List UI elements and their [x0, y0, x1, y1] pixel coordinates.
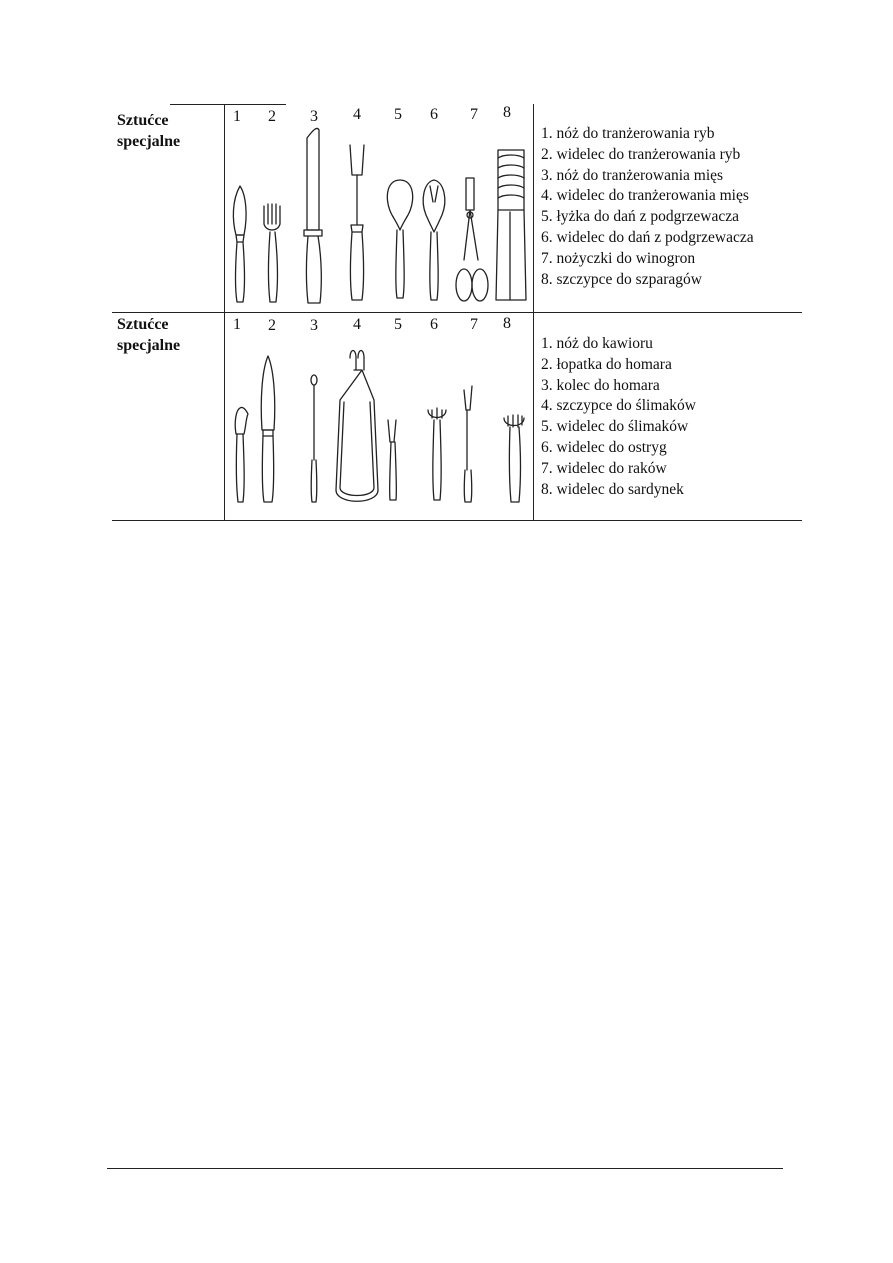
carving-fork-illustration: [350, 145, 364, 300]
row2-category-line1: Sztućce: [117, 316, 169, 333]
row1-number-5: 5: [394, 106, 402, 123]
row1-category-label: [117, 110, 180, 152]
row2-number-6: 6: [430, 316, 438, 333]
row1-item-list: [541, 124, 754, 290]
row2-number-5: 5: [394, 316, 402, 333]
row2-item-4: 4. szczypce do ślimaków: [541, 397, 696, 415]
chafing-fork-illustration: [423, 180, 445, 300]
fish-fork-illustration: [264, 204, 280, 302]
table-col-divider-right: [533, 104, 534, 520]
row1-cutlery-drawings: [228, 120, 528, 310]
row1-item-6: 6. widelec do dań z podgrzewacza: [541, 228, 754, 246]
footer-rule: [107, 1168, 783, 1169]
row2-item-list: [541, 334, 696, 500]
table-col-divider-left: [224, 104, 225, 520]
asparagus-tongs-illustration: [496, 150, 526, 300]
row2-category-line2: specjalne: [117, 337, 181, 354]
row1-number-3: 3: [310, 108, 318, 125]
row1-number-7: 7: [470, 106, 478, 123]
row1-item-4: 4. widelec do tranżerowania mięs: [541, 187, 749, 205]
row2-item-6: 6. widelec do ostryg: [541, 438, 667, 456]
row2-number-8: 8: [503, 315, 511, 332]
row2-item-2: 2. łopatka do homara: [541, 355, 672, 373]
row2-item-5: 5. widelec do ślimaków: [541, 418, 689, 436]
oyster-fork-illustration: [428, 408, 446, 500]
row2-item-1: 1. nóż do kawioru: [541, 335, 653, 352]
row2-category-label: [117, 314, 180, 356]
lobster-pick-illustration: [311, 375, 317, 502]
row1-item-7: 7. nożyczki do winogron: [541, 249, 696, 267]
row1-number-1: 1: [233, 108, 241, 125]
row2-item-7: 7. widelec do raków: [541, 459, 667, 477]
table-top-rule: [170, 104, 286, 105]
row1-number-6: 6: [430, 106, 438, 123]
carving-knife-illustration: [304, 128, 322, 303]
caviar-knife-illustration: [235, 407, 248, 502]
fish-knife-illustration: [233, 186, 246, 302]
row1-category-line1: Sztućce: [117, 112, 169, 129]
row1-item-2: 2. widelec do tranżerowania ryb: [541, 145, 741, 163]
table-row-divider: [112, 312, 802, 313]
row2-item-3: 3. kolec do homara: [541, 376, 660, 394]
row1-number-4: 4: [353, 106, 361, 123]
row1-category-line2: specjalne: [117, 133, 181, 150]
row1-number-2: 2: [268, 108, 276, 125]
row2-number-3: 3: [310, 317, 318, 334]
row1-item-8: 8. szczypce do szparagów: [541, 270, 702, 288]
table-bottom-rule: [112, 520, 802, 521]
row2-number-1: 1: [233, 316, 241, 333]
lobster-spatula-illustration: [261, 356, 275, 502]
crayfish-fork-illustration: [464, 386, 472, 502]
snail-fork-illustration: [388, 420, 396, 500]
row2-number-7: 7: [470, 316, 478, 333]
grape-scissors-illustration: [456, 178, 488, 301]
row1-item-3: 3. nóż do tranżerowania mięs: [541, 166, 724, 184]
row2-number-2: 2: [268, 317, 276, 334]
chafing-spoon-illustration: [387, 180, 412, 298]
sardine-fork-illustration: [504, 415, 524, 502]
snail-tongs-illustration: [336, 351, 378, 502]
row2-number-4: 4: [353, 316, 361, 333]
row1-item-1: 1. nóż do tranżerowania ryb: [541, 125, 715, 142]
row2-cutlery-drawings: [228, 330, 528, 510]
row1-item-5: 5. łyżka do dań z podgrzewacza: [541, 208, 739, 226]
row1-number-8: 8: [503, 104, 511, 121]
row2-item-8: 8. widelec do sardynek: [541, 480, 684, 498]
